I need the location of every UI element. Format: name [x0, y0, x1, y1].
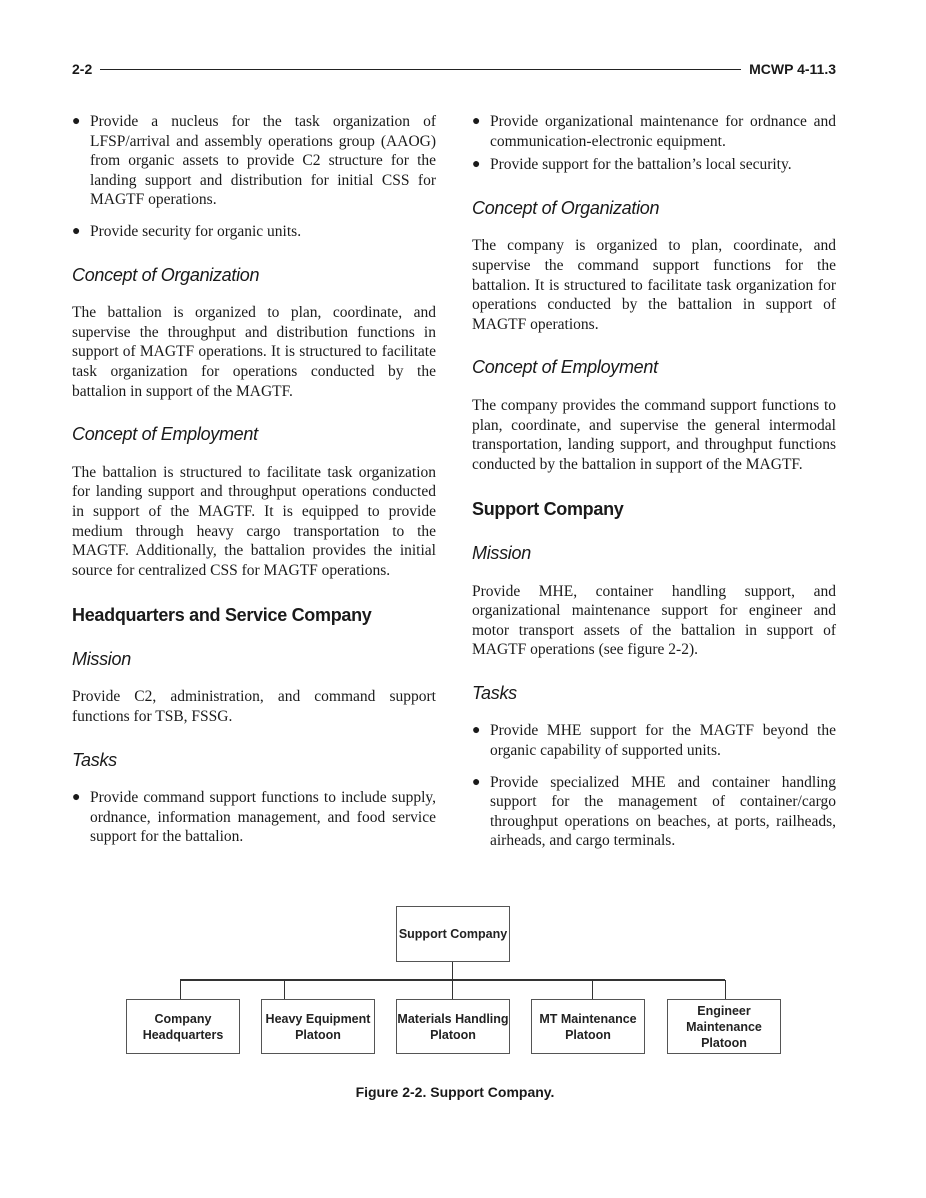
page-number: 2-2	[72, 61, 93, 77]
bullet-icon: ●	[472, 723, 481, 739]
subheading-concept-of-employment: Concept of Employment	[72, 424, 258, 445]
org-box-root: Support Company	[396, 906, 510, 962]
subheading-concept-of-organization: Concept of Organization	[72, 264, 260, 285]
paragraph-mission: Provide MHE, container handling support, and organizational maintenance support for engineer and motor transport assets of the battalion in support of MAGTF operations (see figure 2-2).	[472, 582, 836, 659]
figure-caption: Figure 2-2. Support Company.	[355, 1084, 555, 1100]
left-column	[72, 112, 436, 859]
bullet-item: ● Provide security for organic units.	[72, 222, 302, 240]
org-box-mt-maintenance-platoon: MT Maintenance Platoon	[531, 999, 645, 1054]
connector-line	[592, 980, 593, 999]
bullet-icon: ●	[72, 223, 81, 239]
paragraph-concept-of-organization: The company is organized to plan, coordinate, and supervise the command support functions for the battalion. It is structured to facilitate task organization for operations conducted by the battalion in support of MAGTF operations.	[472, 237, 836, 333]
bullet-item: ● Provide specialized MHE and container handling support for the management of container/cargo throughput operations on beaches, at ports, railheads, airheads, and cargo terminals.	[472, 773, 836, 850]
subheading-concept-of-organization: Concept of Organization	[472, 197, 660, 218]
connector-line	[452, 962, 453, 980]
connector-line	[725, 980, 726, 999]
connector-line	[284, 980, 285, 999]
org-box-materials-handling-platoon: Materials Handling Platoon	[396, 999, 510, 1054]
org-box-company-headquarters: Company Headquarters	[126, 999, 240, 1054]
subheading-mission: Mission	[72, 648, 131, 669]
paragraph-concept-of-organization: The battalion is organized to plan, coordinate, and supervise the throughput and distribution functions in support of MAGTF operations. It is structured to facilitate task organization for operations conducted by the battalion in support of the MAGTF.	[72, 304, 436, 400]
bullet-item: ● Provide a nucleus for the task organization of LFSP/arrival and assembly operations group (AAOG) from organic assets to provide C2 structure for the landing support and distribution for initial CSS for MAGTF operations.	[72, 113, 436, 209]
subheading-mission: Mission	[472, 542, 531, 563]
bullet-item: ● Provide command support functions to include supply, ordnance, information management, and food service support for the battalion.	[72, 789, 436, 846]
subheading-tasks: Tasks	[72, 749, 117, 770]
bullet-item: ● Provide MHE support for the MAGTF beyond the organic capability of supported units.	[472, 722, 836, 760]
subheading-tasks: Tasks	[472, 682, 517, 703]
subheading-concept-of-employment: Concept of Employment	[472, 357, 658, 378]
header-rule	[100, 69, 741, 70]
paragraph-concept-of-employment: The company provides the command support functions to plan, coordinate, and supervise the general intermodal transportation, landing support, and throughput functions conducted by the battalion in support of the MAGTF.	[472, 396, 836, 473]
bullet-icon: ●	[72, 114, 81, 129]
bullet-icon: ●	[472, 157, 481, 173]
section-heading-hs-company: Headquarters and Service Company	[72, 605, 372, 626]
bullet-icon: ●	[472, 114, 481, 129]
paragraph-mission: Provide C2, administration, and command support functions for TSB, FSSG.	[72, 688, 436, 726]
bullet-icon: ●	[472, 774, 481, 790]
paragraph-concept-of-employment: The battalion is structured to facilitate task organization for landing support and throughput operations conducted in support of the MAGTF. It is equipped to provide medium through heavy cargo transportation to the MAGTF. Additionally, the battalion provides the initial source for centralized CSS for MAGTF operations.	[72, 463, 436, 579]
bullet-item: ● Provide organizational maintenance for ordnance and communication-electronic equipment.	[472, 113, 836, 150]
document-id: MCWP 4-11.3	[749, 61, 836, 77]
org-chart-figure	[120, 900, 790, 1120]
org-box-heavy-equipment-platoon: Heavy Equipment Platoon	[261, 999, 375, 1054]
org-box-engineer-maintenance-platoon: Engineer Maintenance Platoon	[667, 999, 781, 1054]
section-heading-support-company: Support Company	[472, 499, 624, 520]
connector-line	[452, 980, 453, 999]
bullet-item: ● Provide support for the battalion’s local security.	[472, 156, 792, 174]
connector-line	[180, 980, 181, 999]
page-header	[72, 58, 836, 80]
bullet-icon: ●	[72, 790, 81, 806]
right-column	[472, 112, 836, 863]
